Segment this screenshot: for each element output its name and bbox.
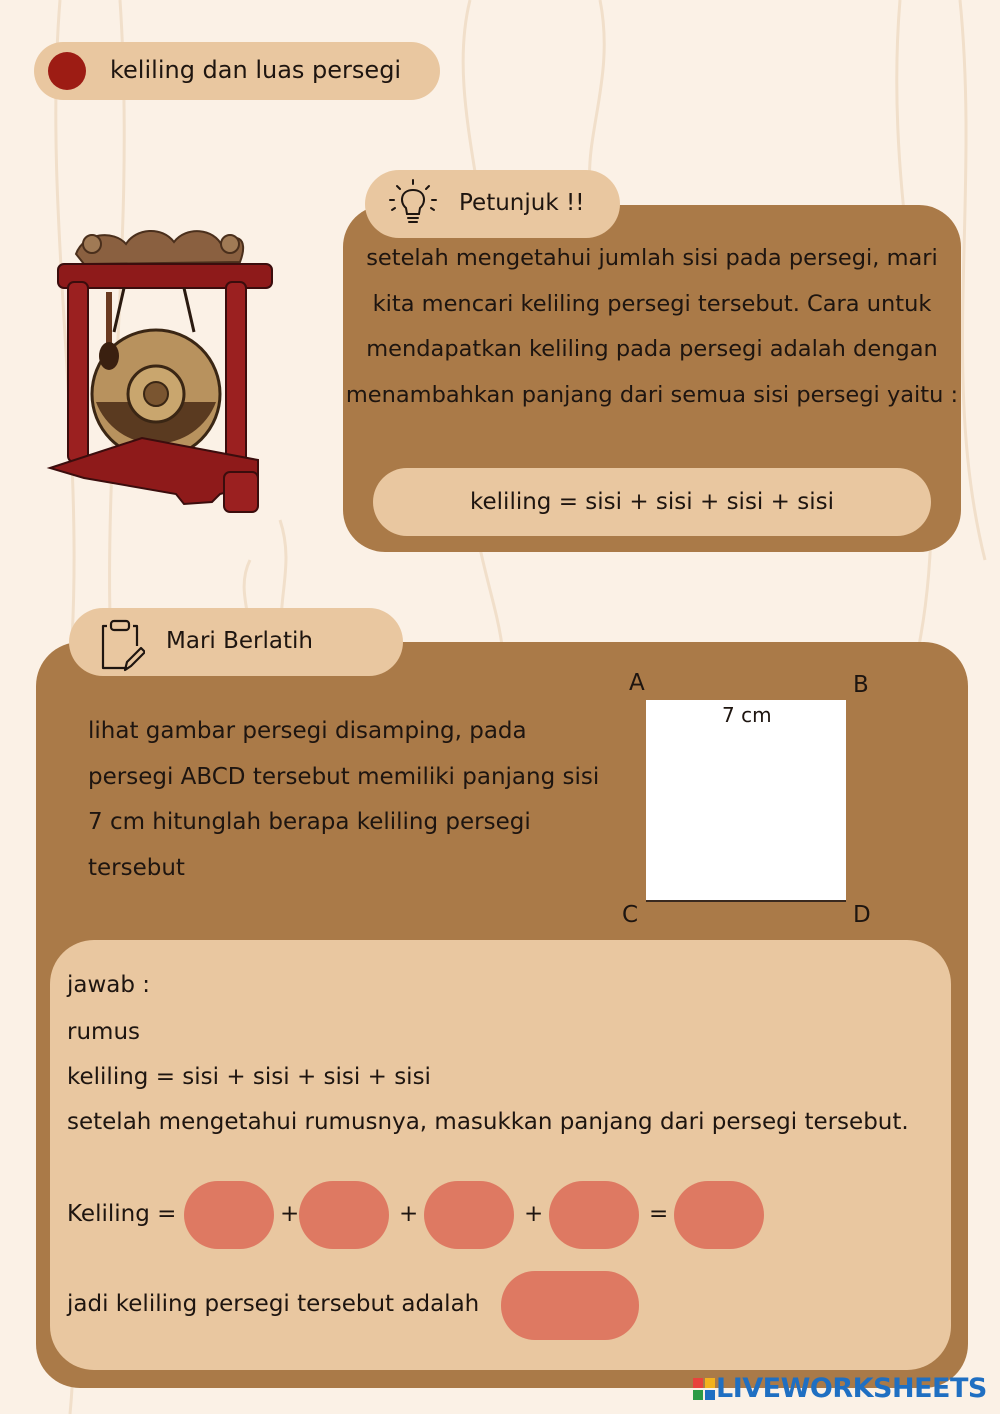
answer-blank-side-4[interactable]	[549, 1181, 639, 1249]
instruction-line: setelah mengetahui rumusnya, masukkan panjang dari persegi tersebut.	[67, 1109, 909, 1135]
vertex-c-label: C	[622, 902, 639, 928]
keliling-label: Keliling =	[67, 1201, 177, 1227]
hint-tab-label: Petunjuk !!	[459, 190, 585, 216]
square-abcd	[646, 700, 846, 902]
answer-heading: jawab :	[67, 972, 151, 998]
equals-sign: =	[649, 1201, 669, 1227]
liveworksheets-mark-icon	[693, 1378, 715, 1400]
plus-sign: +	[524, 1201, 544, 1227]
gong-illustration	[44, 222, 276, 522]
lightbulb-icon	[387, 178, 439, 230]
answer-blank-side-1[interactable]	[184, 1181, 274, 1249]
conclusion-text: jadi keliling persegi tersebut adalah	[67, 1291, 480, 1317]
answer-blank-total[interactable]	[674, 1181, 764, 1249]
formula-line: keliling = sisi + sisi + sisi + sisi	[67, 1064, 431, 1090]
question-text: lihat gambar persegi disamping, pada persegi ABCD tersebut memiliki panjang sisi 7 cm hitunglah berapa keliling persegi tersebut	[88, 718, 600, 881]
clipboard-pencil-icon	[99, 618, 145, 672]
plus-sign: +	[280, 1201, 300, 1227]
title-pill	[34, 42, 440, 100]
answer-blank-side-2[interactable]	[299, 1181, 389, 1249]
vertex-b-label: B	[853, 672, 869, 698]
page-title: keliling dan luas persegi	[110, 56, 402, 84]
formula-heading: rumus	[67, 1019, 140, 1045]
title-dot-icon	[48, 52, 86, 90]
side-length-label: 7 cm	[722, 703, 772, 727]
vertex-a-label: A	[629, 670, 645, 696]
plus-sign: +	[399, 1201, 419, 1227]
hint-text: setelah mengetahui jumlah sisi pada persegi, mari kita mencari keliling persegi tersebut. Cara untuk mendapatkan keliling pada persegi adalah dengan menambahkan panjang dari semua sisi persegi yaitu :	[345, 245, 959, 408]
formula-pill: keliling = sisi + sisi + sisi + sisi	[373, 468, 931, 536]
hint-tab	[365, 170, 620, 238]
answer-blank-conclusion[interactable]	[501, 1271, 639, 1340]
answer-blank-side-3[interactable]	[424, 1181, 514, 1249]
watermark-text: LIVEWORKSHEETS	[716, 1373, 987, 1404]
practice-tab-label: Mari Berlatih	[166, 628, 313, 654]
practice-tab	[69, 608, 403, 676]
vertex-d-label: D	[853, 902, 871, 928]
